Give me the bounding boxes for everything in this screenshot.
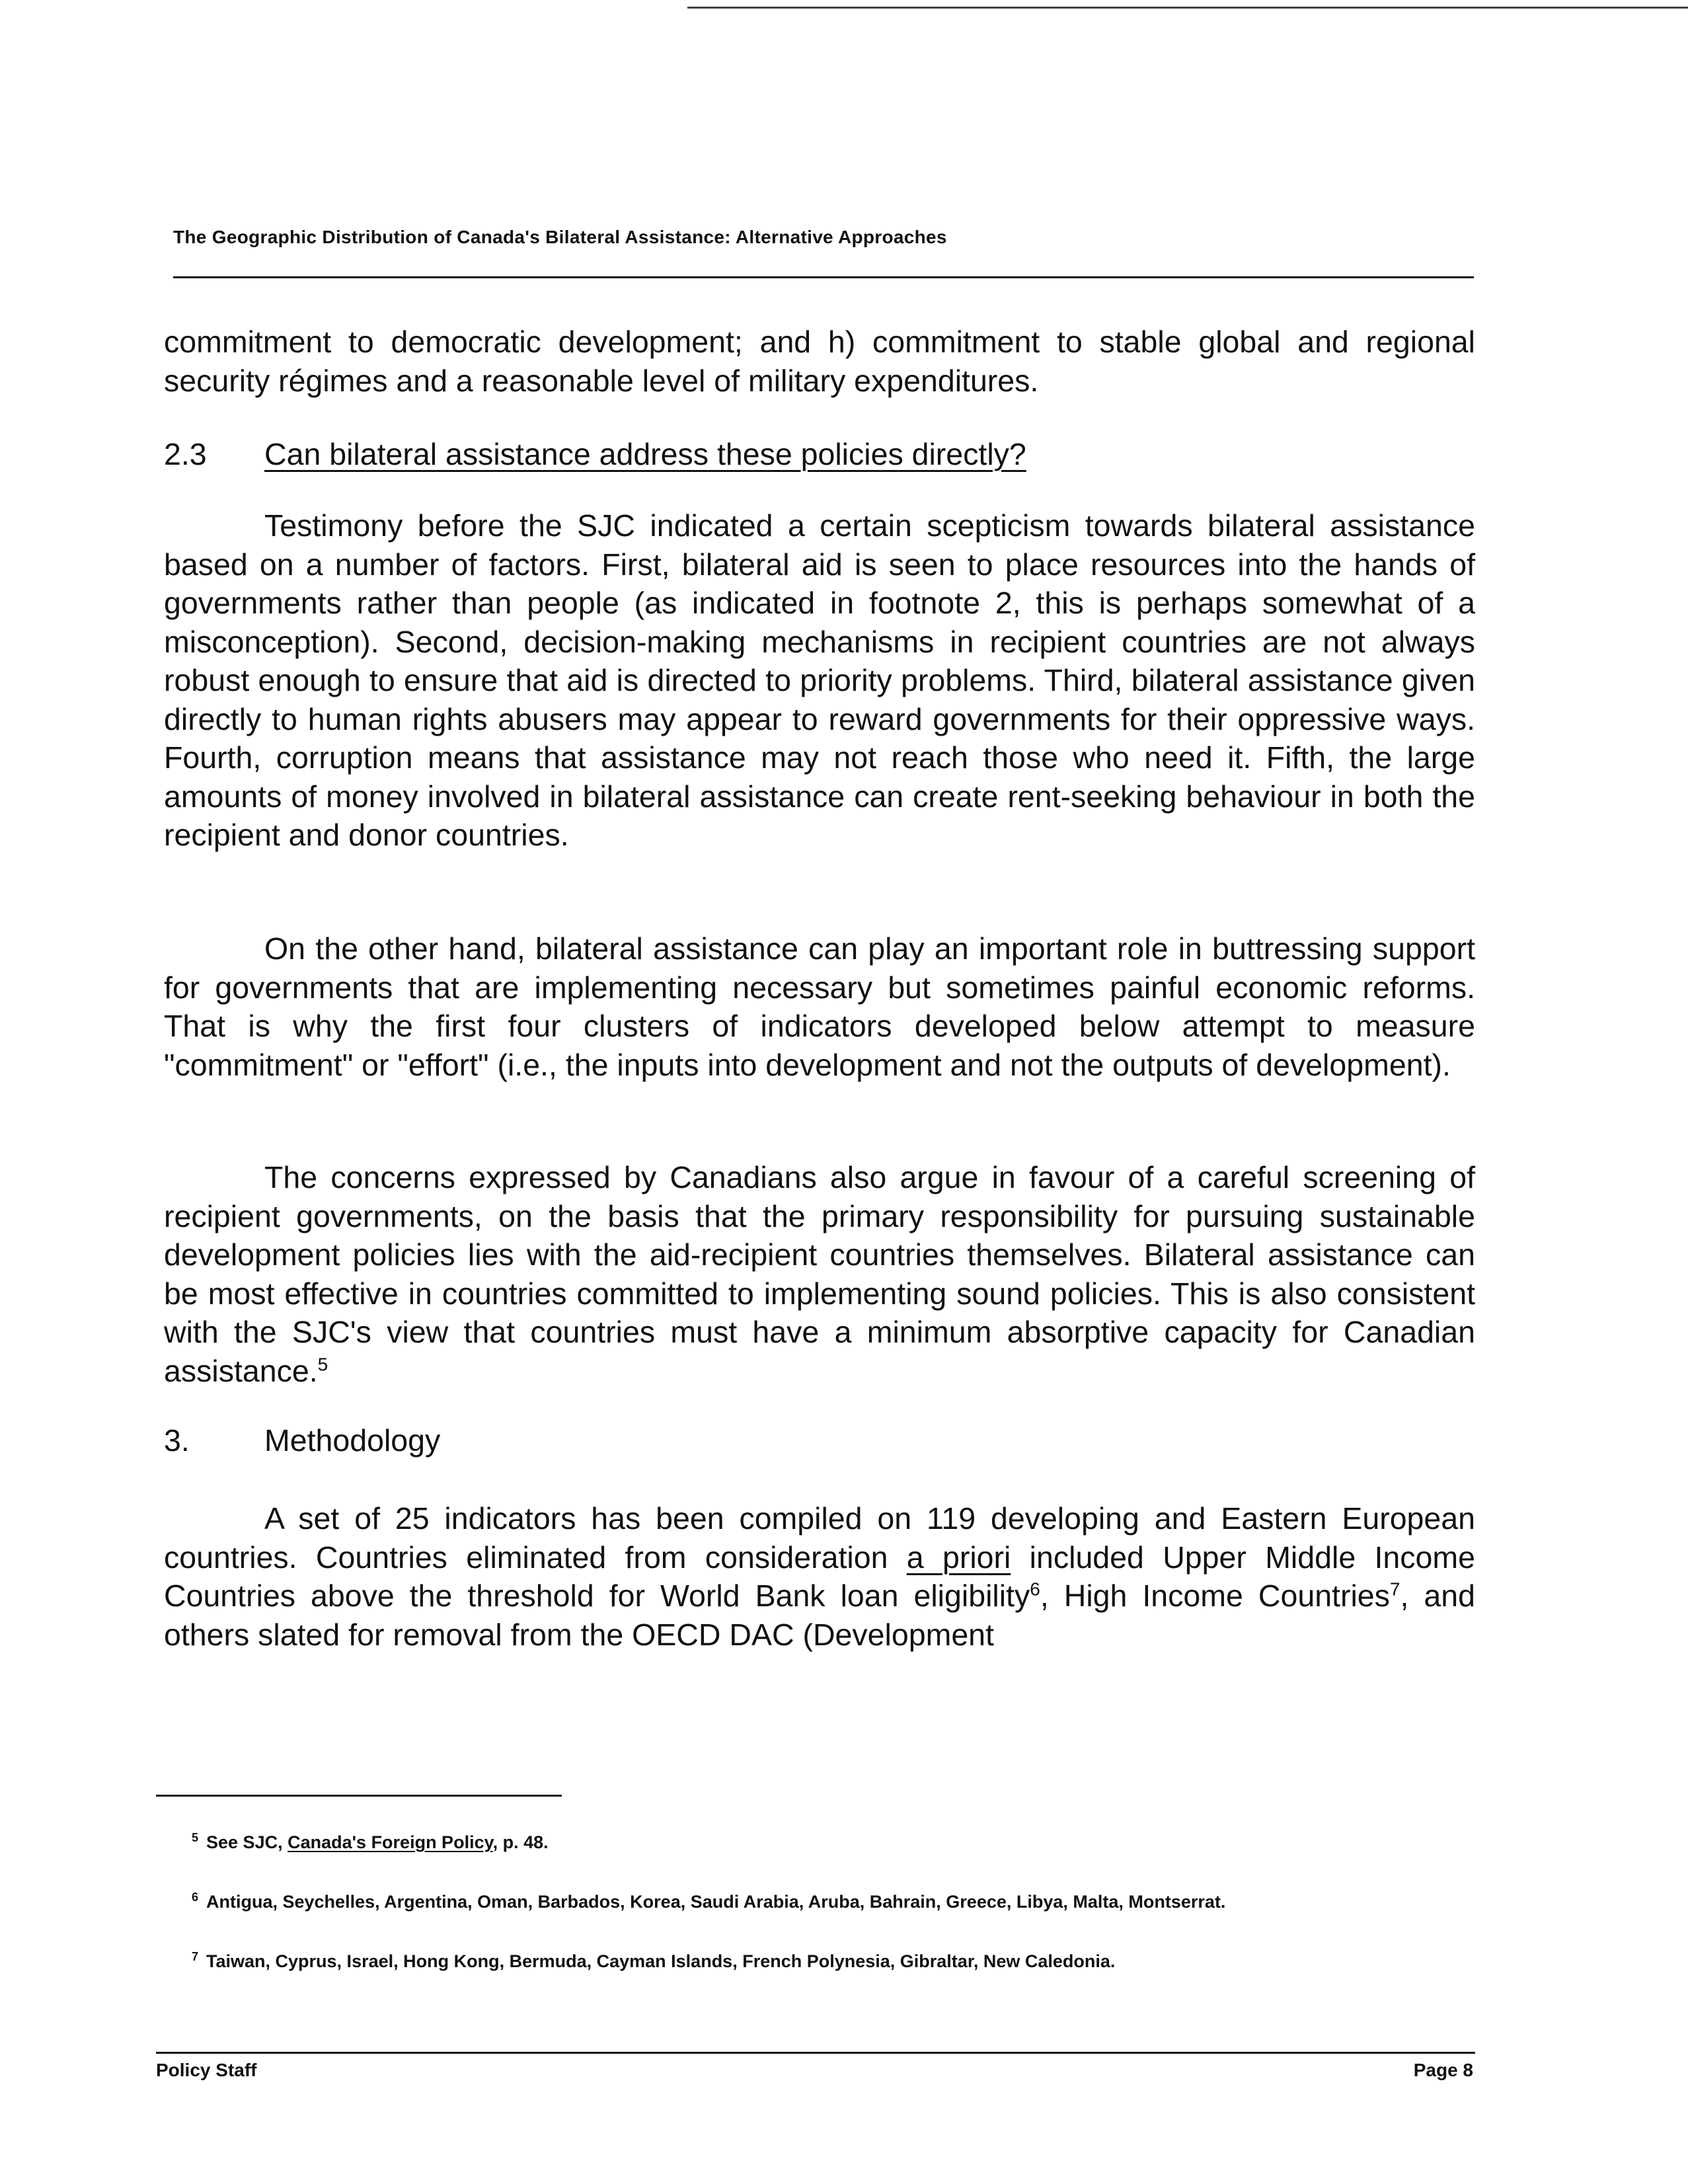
section-title: Methodology [264, 1423, 441, 1458]
header-rule [173, 276, 1474, 278]
section-number: 2.3 [164, 437, 207, 471]
section-heading-2-3 [164, 435, 1475, 474]
paragraph-continuation: commitment to democratic development; and h) commitment to stable global and regional security régimes and a reasonable level of military expenditures. [164, 325, 1475, 398]
top-edge-rule [687, 7, 1688, 9]
a-priori-emphasis: a priori [906, 1540, 1011, 1575]
footer-department: Policy Staff [156, 2060, 257, 2080]
paragraph-testimony: Testimony before the SJC indicated a certain scepticism towards bilateral assistance based on a number of factors. First, bilateral aid is seen to place resources into the hands of governments rather than people (as indicated in footnote 2, this is perhaps somewhat of a misconception). Second, decision-making mechanisms in recipient countries are not always robust enough to ensure that aid is directed to priority problems. Third, bilateral assistance given directly to human rights abusers may appear to reward governments for their oppressive ways. Fourth, corruption means that assistance may not reach those who need it. Fifth, the large amounts of money involved in bilateral assistance can create rent-seeking behaviour in both the recipient and donor countries. [164, 508, 1475, 852]
footnote-separator [156, 1795, 562, 1797]
footnote-5 [192, 1831, 1480, 1853]
methodology-text-1: A set of 25 indicators has been compiled on 119 developing and Eastern European countries. Countries eliminated from consideration [164, 1501, 1475, 1575]
footnote-text: , p. 48. [492, 1832, 549, 1852]
paragraph-other-hand: On the other hand, bilateral assistance can play an important role in buttressing support for governments that are implementing necessary but sometimes painful economic reforms. That is why the first four clusters of indicators developed below attempt to measure "commitment" or "effort" (i.e., the inputs into development and not the outputs of development). [164, 931, 1475, 1082]
methodology-text-3: , High Income Countries [1040, 1579, 1390, 1613]
footnote-ref-7: 7 [1389, 1579, 1400, 1600]
footnote-mark: 7 [192, 1950, 199, 1963]
footnote-text: Antigua, Seychelles, Argentina, Oman, Barbados, Korea, Saudi Arabia, Aruba, Bahrain, Greece, Libya, Malta, Montserrat. [206, 1892, 1226, 1912]
footnote-text: Taiwan, Cyprus, Israel, Hong Kong, Bermuda, Cayman Islands, French Polynesia, Gibraltar, New Caledonia. [206, 1951, 1116, 1971]
footnote-6 [192, 1891, 1480, 1912]
footnote-ref-6: 6 [1030, 1579, 1040, 1600]
footnote-mark: 5 [192, 1831, 199, 1844]
footer-rule [156, 2052, 1475, 2054]
paragraph-concerns [164, 1158, 1475, 1390]
footnote-cited-title: Canada's Foreign Policy [288, 1832, 493, 1852]
section-title: Can bilateral assistance address these policies directly? [264, 437, 1026, 471]
footnote-mark: 6 [192, 1891, 199, 1904]
section-number: 3. [164, 1423, 190, 1458]
footnote-ref-5: 5 [317, 1354, 328, 1374]
paragraph-methodology [164, 1499, 1475, 1654]
footnote-7 [192, 1950, 1480, 1972]
section-heading-3 [164, 1421, 1475, 1460]
methodology-text-4: , and others slated for removal from the OECD DAC (Development [164, 1579, 1475, 1652]
methodology-text-2: included Upper Middle Income Countries above the threshold for World Bank loan eligibility [164, 1540, 1475, 1613]
paragraph-concerns-text: The concerns expressed by Canadians also argue in favour of a careful screening of recipient governments, on the basis that the primary responsibility for pursuing sustainable development policies lies with the aid-recipient countries themselves. Bilateral assistance can be most effective in countries committed to implementing sound policies. This is also consistent with the SJC's view that countries must have a minimum absorptive capacity for Canadian assistance. [164, 1160, 1475, 1388]
page-number: Page 8 [1413, 2060, 1473, 2080]
footnote-text: See SJC, [206, 1832, 288, 1852]
running-header: The Geographic Distribution of Canada's Bilateral Assistance: Alternative Approaches [173, 227, 947, 247]
